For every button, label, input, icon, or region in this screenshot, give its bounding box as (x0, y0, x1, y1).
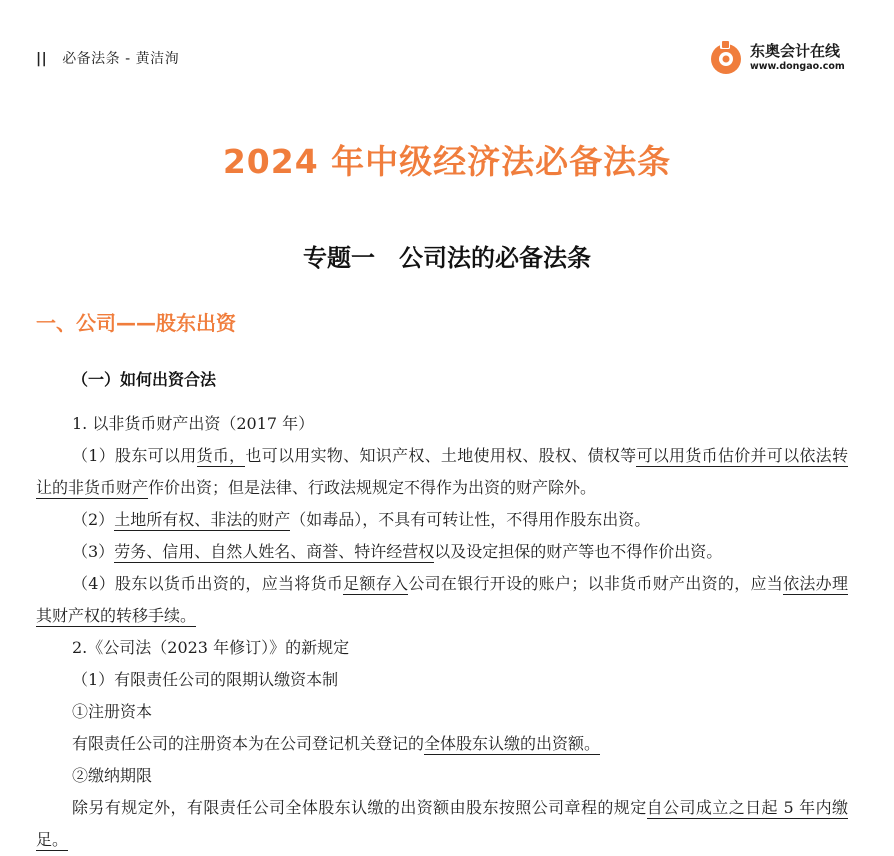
section-heading: 一、公司——股东出资 (36, 311, 236, 335)
paragraph-p3 (36, 504, 848, 536)
paragraph-p6 (36, 632, 848, 664)
underlined-key-phrase: 自公司成立之日起 5 年内缴足。 (36, 798, 848, 849)
text-segment: ②缴纳期限 (72, 766, 153, 785)
text-segment: （1）股东可以用 (72, 446, 197, 465)
logo-url: www.dongao.com (750, 61, 845, 72)
text-segment: 也可以用实物、知识产权、土地使用权、股权、债权等 (245, 446, 637, 465)
text-segment: （3） (72, 542, 115, 561)
text-segment: 1. 以非货币财产出资（2017 年） (72, 414, 315, 433)
text-segment: ①注册资本 (72, 702, 153, 721)
text-segment: 以及设定担保的财产等也不得作价出资。 (434, 542, 723, 561)
paragraph-p8 (36, 696, 848, 728)
underlined-key-phrase: 依法办理其财产权的转移手续。 (36, 574, 848, 625)
paragraph-p4 (36, 536, 848, 568)
paragraph-p5 (36, 568, 848, 632)
underlined-key-phrase: 足额存入 (343, 574, 409, 593)
header-text: 必备法条 - 黄洁洵 (62, 51, 180, 67)
text-segment: （4）股东以货币出资的，应当将货币 (72, 574, 344, 593)
underlined-key-phrase: 劳务、信用、自然人姓名、商誉、特许经营权 (114, 542, 435, 561)
text-segment: （1）有限责任公司的限期认缴资本制 (72, 670, 339, 689)
paragraph-p10 (36, 760, 848, 792)
header-marker: || (36, 51, 48, 67)
subsection-heading: （一）如何出资合法 (72, 370, 217, 389)
paragraph-p2 (36, 440, 848, 504)
text-segment: 公司在银行开设的账户；以非货币财产出资的，应当 (408, 574, 784, 593)
text-segment: 2.《公司法（2023 年修订）》的新规定 (72, 638, 350, 657)
text-segment: （如毒品），不具有可转让性，不得用作股东出资。 (290, 510, 651, 529)
text-segment: 作价出资；但是法律、行政法规规定不得作为出资的财产除外。 (148, 478, 597, 497)
dongao-logo-icon (706, 38, 746, 78)
document-body (36, 408, 848, 856)
paragraph-p11 (36, 792, 848, 856)
topic-title: 专题一 公司法的必备法条 (303, 244, 591, 272)
paragraph-p9 (36, 728, 848, 760)
running-header (36, 48, 179, 68)
underlined-key-phrase: 可以用货币估价并可以依法转让的非货币财产 (36, 446, 848, 497)
text-segment: （2） (72, 510, 115, 529)
text-segment: 除另有规定外，有限责任公司全体股东认缴的出资额由股东按照公司章程的规定 (72, 798, 647, 817)
paragraph-p7 (36, 664, 848, 696)
text-segment: 有限责任公司的注册资本为在公司登记机关登记的 (72, 734, 425, 753)
logo-name: 东奥会计在线 (750, 42, 841, 60)
dongao-logo (706, 38, 866, 80)
underlined-key-phrase: 货币， (196, 446, 246, 465)
underlined-key-phrase: 全体股东认缴的出资额。 (424, 734, 601, 753)
document-title: 2024 年中级经济法必备法条 (222, 142, 672, 181)
paragraph-p1 (36, 408, 848, 440)
underlined-key-phrase: 土地所有权、非法的财产 (114, 510, 291, 529)
